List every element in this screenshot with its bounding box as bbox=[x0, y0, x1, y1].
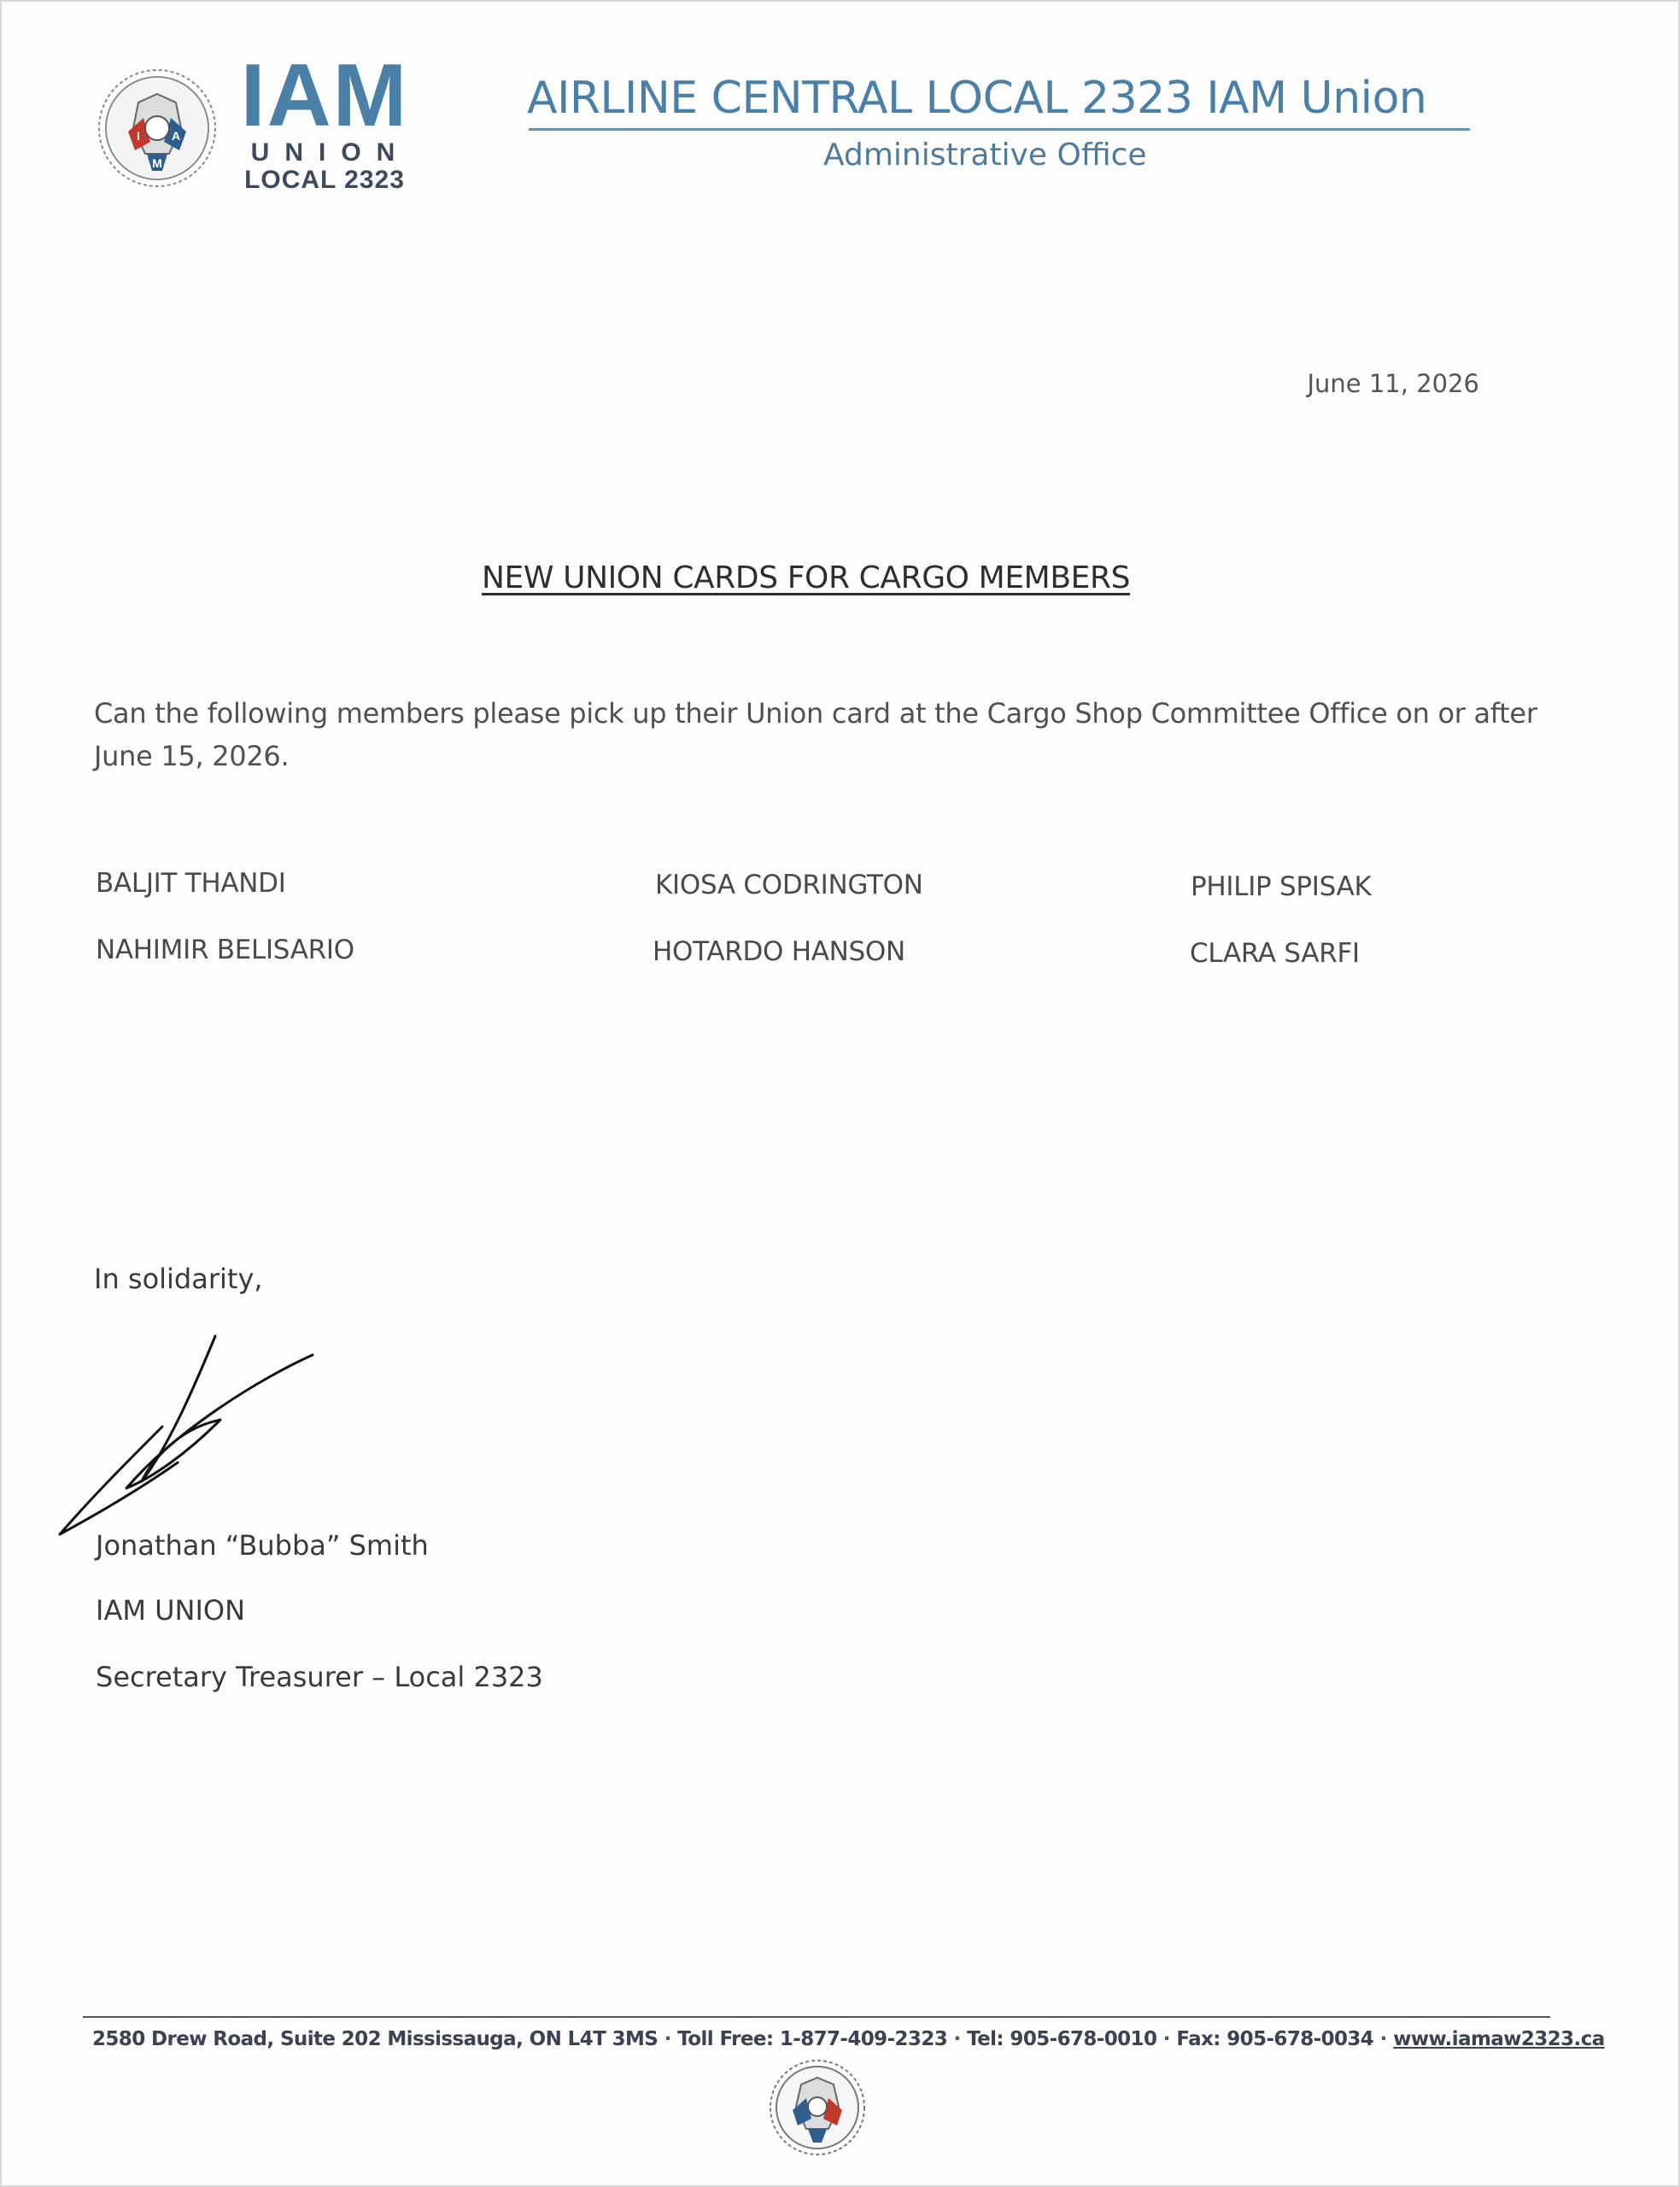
footer-address: 2580 Drew Road, Suite 202 Mississauga, ON L4T 3MS bbox=[92, 2028, 659, 2050]
logo-local-text: LOCAL 2323 bbox=[244, 166, 405, 194]
seal-letter: M bbox=[152, 156, 162, 170]
letter-date: June 11, 2026 bbox=[1307, 369, 1479, 398]
member-name: KIOSA CODRINGTON bbox=[655, 870, 923, 900]
logo-iam-text: IAM bbox=[240, 46, 409, 145]
header-divider bbox=[529, 128, 1470, 131]
member-name: HOTARDO HANSON bbox=[653, 936, 905, 967]
iam-wordmark-logo bbox=[231, 46, 419, 195]
footer-separator: · bbox=[1379, 2028, 1387, 2050]
footer-fax: Fax: 905-678-0034 bbox=[1176, 2028, 1374, 2050]
member-name: CLARA SARFI bbox=[1190, 938, 1360, 969]
seal-letter: A bbox=[171, 129, 181, 143]
signatory-name: Jonathan “Bubba” Smith bbox=[96, 1529, 429, 1562]
letter-subject: NEW UNION CARDS FOR CARGO MEMBERS bbox=[482, 560, 1131, 595]
member-name: PHILIP SPISAK bbox=[1191, 871, 1372, 902]
signatory-title: Secretary Treasurer – Local 2323 bbox=[96, 1661, 543, 1693]
footer-contact-line bbox=[92, 2024, 1605, 2055]
member-name: NAHIMIR BELISARIO bbox=[96, 935, 354, 965]
footer-website-link[interactable]: www.iamaw2323.ca bbox=[1393, 2028, 1605, 2050]
iam-seal-logo-icon bbox=[94, 65, 220, 191]
signatory-org: IAM UNION bbox=[96, 1594, 246, 1627]
seal-letter: I bbox=[137, 129, 140, 143]
org-subtitle: Administrative Office bbox=[823, 138, 1147, 173]
org-name-heading: AIRLINE CENTRAL LOCAL 2323 IAM Union bbox=[527, 73, 1427, 124]
logo-union-text: UNION bbox=[250, 138, 411, 167]
footer-toll-free: Toll Free: 1-877-409-2323 bbox=[677, 2028, 948, 2050]
letter-intro: Can the following members please pick up their Union card at the Cargo Shop Committee Office on or after June 15, 2026. bbox=[94, 697, 1537, 772]
letter-closing: In solidarity, bbox=[94, 1263, 263, 1295]
member-name: BALJIT THANDI bbox=[96, 868, 286, 899]
footer-seal-icon bbox=[767, 2057, 868, 2158]
handwritten-signature bbox=[50, 1326, 323, 1548]
footer-separator: · bbox=[953, 2028, 961, 2050]
footer-separator: · bbox=[1162, 2028, 1170, 2050]
footer-tel: Tel: 905-678-0010 bbox=[967, 2028, 1157, 2050]
footer-separator: · bbox=[664, 2028, 671, 2050]
footer-divider bbox=[83, 2016, 1550, 2018]
